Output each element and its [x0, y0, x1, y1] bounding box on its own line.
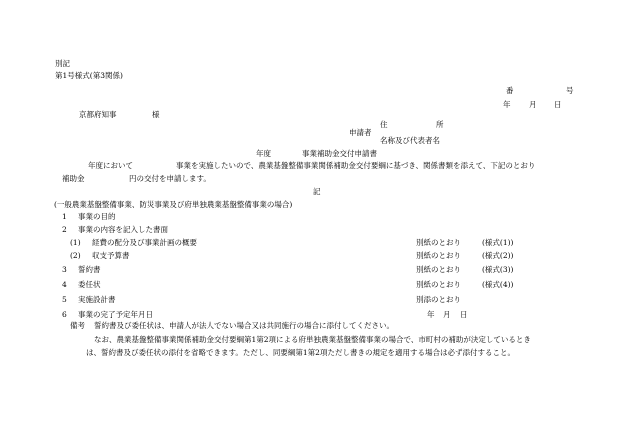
body-line2-label: 補助金 — [62, 174, 85, 183]
item-form: (様式(4)) — [482, 280, 514, 289]
document-title: 事業補助金交付申請書 — [302, 149, 377, 158]
notes-line2: なお、農業基盤整備事業関係補助金交付要綱第1第2項による府単独農業基盤整備事業の場合で、市町村の補助が決定しているとき — [94, 335, 531, 344]
item-text: 委任状 — [78, 280, 101, 289]
applicant-address-1: 住 — [380, 120, 388, 129]
item-text: 実施設計書 — [78, 295, 116, 304]
item-ref: 別紙のとおり — [416, 280, 461, 289]
attachment-label: 別記 — [55, 59, 70, 68]
notes-line3: は、誓約書及び委任状の添付を省略できます。ただし、同要綱第1第2項ただし書きの規定を適用する場合は必ず添付すること。 — [86, 348, 515, 357]
applicant-label: 申請者 — [349, 128, 372, 137]
date-day: 日 — [554, 100, 562, 109]
item-form: (様式(1)) — [482, 238, 514, 247]
form-number: 第1号様式(第3関係) — [55, 71, 123, 80]
item-ref: 別紙のとおり — [416, 251, 461, 260]
notes-line1: 誓約書及び委任状は、申請人が法人でない場合又は共同施行の場合に添付してください。 — [94, 321, 394, 330]
item-form: (様式(3)) — [482, 265, 514, 274]
item-number: (1) — [70, 238, 81, 247]
item-number: 2 — [62, 225, 67, 234]
date-month: 月 — [529, 100, 537, 109]
applicant-address-2: 所 — [436, 120, 444, 129]
notes-label: 備考 — [70, 321, 85, 330]
body-line1-text: 事業を実施したいので、農業基盤整備事業関係補助金交付要綱に基づき、関係書類を添えて、下記のとおり — [176, 161, 536, 170]
date-year: 年 — [503, 100, 511, 109]
governor-name: 京都府知事 — [79, 110, 117, 119]
item-number: 1 — [62, 212, 67, 221]
body-line2-text: 円の交付を申請します。 — [129, 174, 211, 183]
item-ref: 別紙のとおり — [416, 265, 461, 274]
section-heading: (一般農業基盤整備事業、防災事業及び府単独農業基盤整備事業の場合) — [54, 200, 293, 209]
item-text: 収支予算書 — [92, 251, 130, 260]
item-number: 3 — [62, 265, 67, 274]
completion-month: 月 — [443, 310, 451, 319]
applicant-name: 名称及び代表者名 — [380, 136, 440, 145]
number-label: 番 — [506, 86, 514, 95]
item-form: (様式(2)) — [482, 251, 514, 260]
completion-year: 年 — [427, 310, 435, 319]
item-text: 事業の完了予定年月日 — [78, 310, 153, 319]
completion-day: 日 — [460, 310, 468, 319]
item-ref: 別紙のとおり — [416, 238, 461, 247]
item-number: 5 — [62, 295, 67, 304]
item-number: 4 — [62, 280, 67, 289]
item-text: 事業の内容を記入した書面 — [78, 225, 168, 234]
item-text: 誓約書 — [78, 265, 101, 274]
body-line1-year: 年度において — [88, 161, 133, 170]
item-number: (2) — [70, 251, 81, 260]
item-number: 6 — [62, 310, 67, 319]
honorific: 様 — [152, 110, 160, 119]
item-text: 事業の目的 — [78, 212, 116, 221]
item-ref: 別添のとおり — [416, 295, 461, 304]
title-year: 年度 — [256, 149, 271, 158]
record-label: 記 — [313, 187, 321, 196]
number-suffix: 号 — [566, 86, 574, 95]
item-text: 経費の配分及び事業計画の概要 — [92, 238, 197, 247]
